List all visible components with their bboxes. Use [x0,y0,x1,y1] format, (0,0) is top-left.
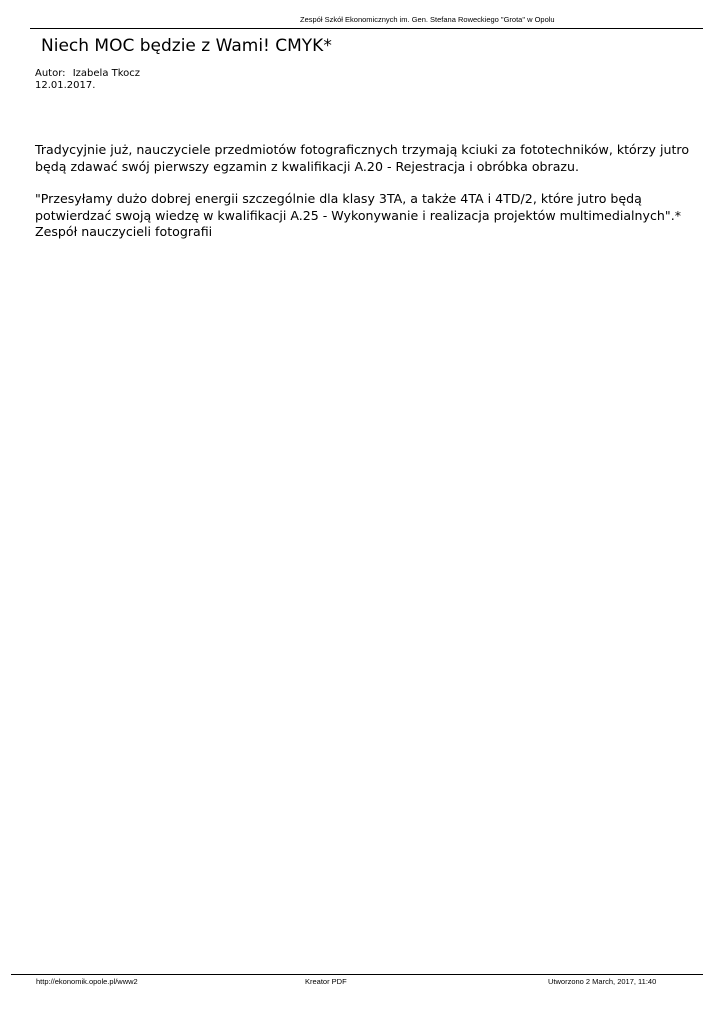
author-line [35,68,140,80]
article-date: 12.01.2017. [35,80,96,91]
footer-url[interactable]: http://ekonomik.opole.pl/www2 [36,977,138,986]
paragraph-2-line-2: potwierdzać swoją wiedzę w kwalifikacji A.25 - Wykonywanie i realizacja projektów multimedialnych".* [35,207,681,223]
paragraph-2-signature: Zespół nauczycieli fotografii [35,224,213,239]
paragraph-1 [35,142,695,175]
header-organization: Zespół Szkół Ekonomicznych im. Gen. Stefana Roweckiego "Grota" w Opolu [300,15,555,24]
header-divider [30,28,703,29]
footer-creator: Kreator PDF [305,977,347,986]
author-label: Autor: [35,68,66,79]
paragraph-1-line-2: będą zdawać swój pierwszy egzamin z kwalifikacji A.20 - Rejestracja i obróbka obrazu. [35,158,580,174]
paragraph-2-line-1: "Przesyłamy dużo dobrej energii szczególnie dla klasy 3TA, a także 4TA i 4TD/2, które jutro będą [35,191,642,206]
paragraph-1-line-1: Tradycyjnie już, nauczyciele przedmiotów fotograficznych trzymają kciuki za fototechników, którzy jutro [35,142,690,157]
footer-created-date: Utworzono 2 March, 2017, 11:40 [548,977,657,986]
article-body [35,142,695,257]
paragraph-2 [35,191,695,241]
author-name: Izabela Tkocz [72,68,141,79]
page-title: Niech MOC będzie z Wami! CMYK* [41,36,332,56]
footer-divider [11,974,703,975]
